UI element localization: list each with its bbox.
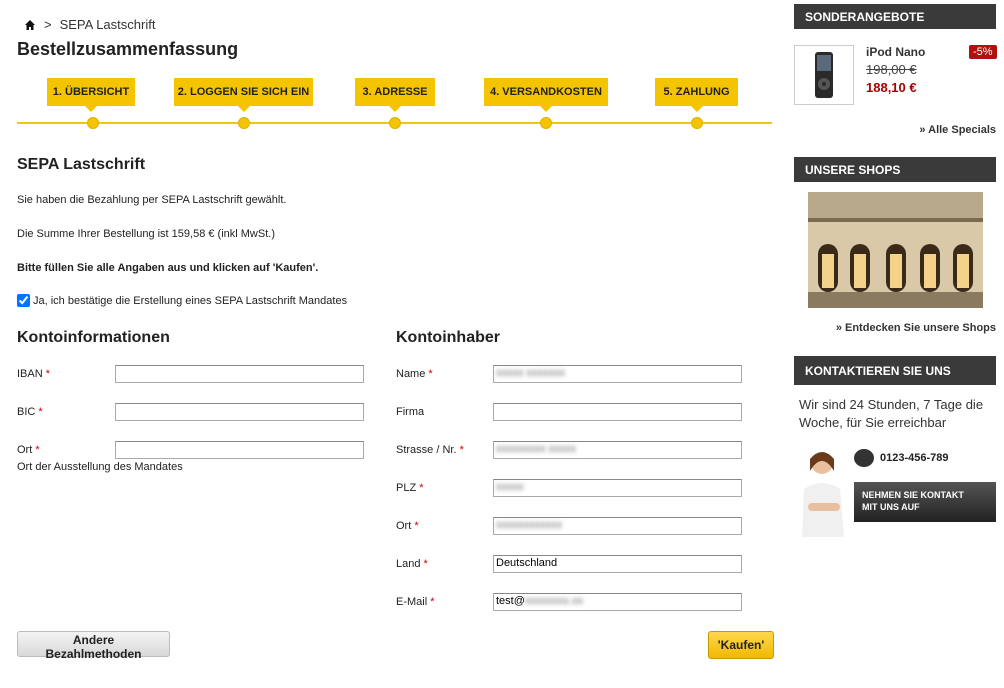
- shops-header: UNSERE SHOPS: [794, 157, 996, 182]
- checkout-steps: [17, 78, 772, 130]
- specials-header: SONDERANGEBOTE: [794, 4, 996, 29]
- contact-header: KONTAKTIEREN SIE UNS: [794, 356, 996, 385]
- step-dot: [389, 117, 401, 129]
- main-content: [17, 0, 777, 688]
- contact-text: Wir sind 24 Stunden, 7 Tage die Woche, für Sie erreichbar: [799, 397, 984, 430]
- step-shipping[interactable]: 4. VERSANDKOSTEN: [484, 78, 608, 106]
- step-dot: [691, 117, 703, 129]
- plz-input[interactable]: xxxxx: [493, 479, 742, 497]
- firma-input[interactable]: [493, 403, 742, 421]
- breadcrumb: [24, 17, 155, 32]
- product-image[interactable]: [794, 45, 854, 105]
- mandate-confirm[interactable]: [17, 294, 347, 307]
- ipod-icon: [795, 46, 853, 104]
- breadcrumb-separator: >: [44, 17, 52, 32]
- buy-button[interactable]: 'Kaufen': [708, 631, 774, 659]
- other-payment-methods-button[interactable]: Andere Bezahlmethoden: [17, 631, 170, 657]
- all-specials-link[interactable]: » Alle Specials: [919, 124, 996, 136]
- ort-note: Ort der Ausstellung des Mandates: [17, 461, 183, 473]
- account-info-title: Kontoinformationen: [17, 329, 170, 346]
- phone-row: [854, 449, 949, 467]
- price-new: 188,10 €: [866, 80, 917, 95]
- step-overview[interactable]: 1. ÜBERSICHT: [47, 78, 135, 106]
- phone-icon: [854, 449, 874, 467]
- order-sum-text: Die Summe Ihrer Bestellung ist 159,58 € (inkl MwSt.): [17, 228, 275, 240]
- ort-input[interactable]: [115, 441, 364, 459]
- home-icon[interactable]: [24, 19, 36, 31]
- strasse-input[interactable]: xxxxxxxxx xxxxx: [493, 441, 742, 459]
- contact-button-line1: NEHMEN SIE KONTAKT: [862, 490, 964, 500]
- mandate-label: Ja, ich bestätige die Erstellung eines SEPA Lastschrift Mandates: [33, 294, 348, 307]
- contact-button-line2: MIT UNS AUF: [862, 502, 920, 512]
- step-dot: [87, 117, 99, 129]
- support-agent-image: [794, 445, 852, 537]
- breadcrumb-current: SEPA Lastschrift: [59, 17, 156, 32]
- price-old: 198,00 €: [866, 62, 917, 77]
- contact-us-button[interactable]: [854, 482, 996, 522]
- bic-input[interactable]: [115, 403, 364, 421]
- email-input[interactable]: test@xxxxxxxx.xx: [493, 593, 742, 611]
- phone-number[interactable]: 0123-456-789: [880, 452, 949, 464]
- shop-image[interactable]: [808, 192, 983, 308]
- iban-label: IBAN *: [17, 368, 51, 380]
- page-title: Bestellzusammenfassung: [17, 39, 239, 59]
- holder-ort-input[interactable]: xxxxxxxxxxxx: [493, 517, 742, 535]
- name-label: Name *: [396, 368, 433, 380]
- section-title: SEPA Lastschrift: [17, 156, 146, 173]
- ort-label: Ort *: [17, 444, 40, 456]
- product-name[interactable]: iPod Nano: [866, 45, 926, 59]
- land-label: Land *: [396, 558, 428, 570]
- mandate-checkbox[interactable]: [17, 294, 30, 307]
- discover-shops-link[interactable]: » Entdecken Sie unsere Shops: [835, 322, 996, 334]
- discount-badge: -5%: [969, 45, 997, 59]
- account-holder-title: Kontoinhaber: [396, 329, 500, 346]
- step-dot: [540, 117, 552, 129]
- holder-ort-label: Ort *: [396, 520, 419, 532]
- step-payment[interactable]: 5. ZAHLUNG: [655, 78, 738, 106]
- step-dot: [238, 117, 250, 129]
- plz-label: PLZ *: [396, 482, 424, 494]
- iban-input[interactable]: [115, 365, 364, 383]
- step-address[interactable]: 3. ADRESSE: [355, 78, 435, 106]
- payment-selected-text: Sie haben die Bezahlung per SEPA Lastschrift gewählt.: [17, 194, 287, 206]
- instruction-text: Bitte füllen Sie alle Angaben aus und klicken auf 'Kaufen'.: [17, 262, 319, 274]
- email-label: E-Mail *: [396, 596, 435, 608]
- strasse-label: Strasse / Nr. *: [396, 444, 464, 456]
- step-login[interactable]: 2. LOGGEN SIE SICH EIN: [174, 78, 313, 106]
- name-input[interactable]: xxxxx xxxxxxx: [493, 365, 742, 383]
- bic-label: BIC *: [17, 406, 43, 418]
- firma-label: Firma: [396, 406, 425, 418]
- land-input[interactable]: Deutschland: [493, 555, 742, 573]
